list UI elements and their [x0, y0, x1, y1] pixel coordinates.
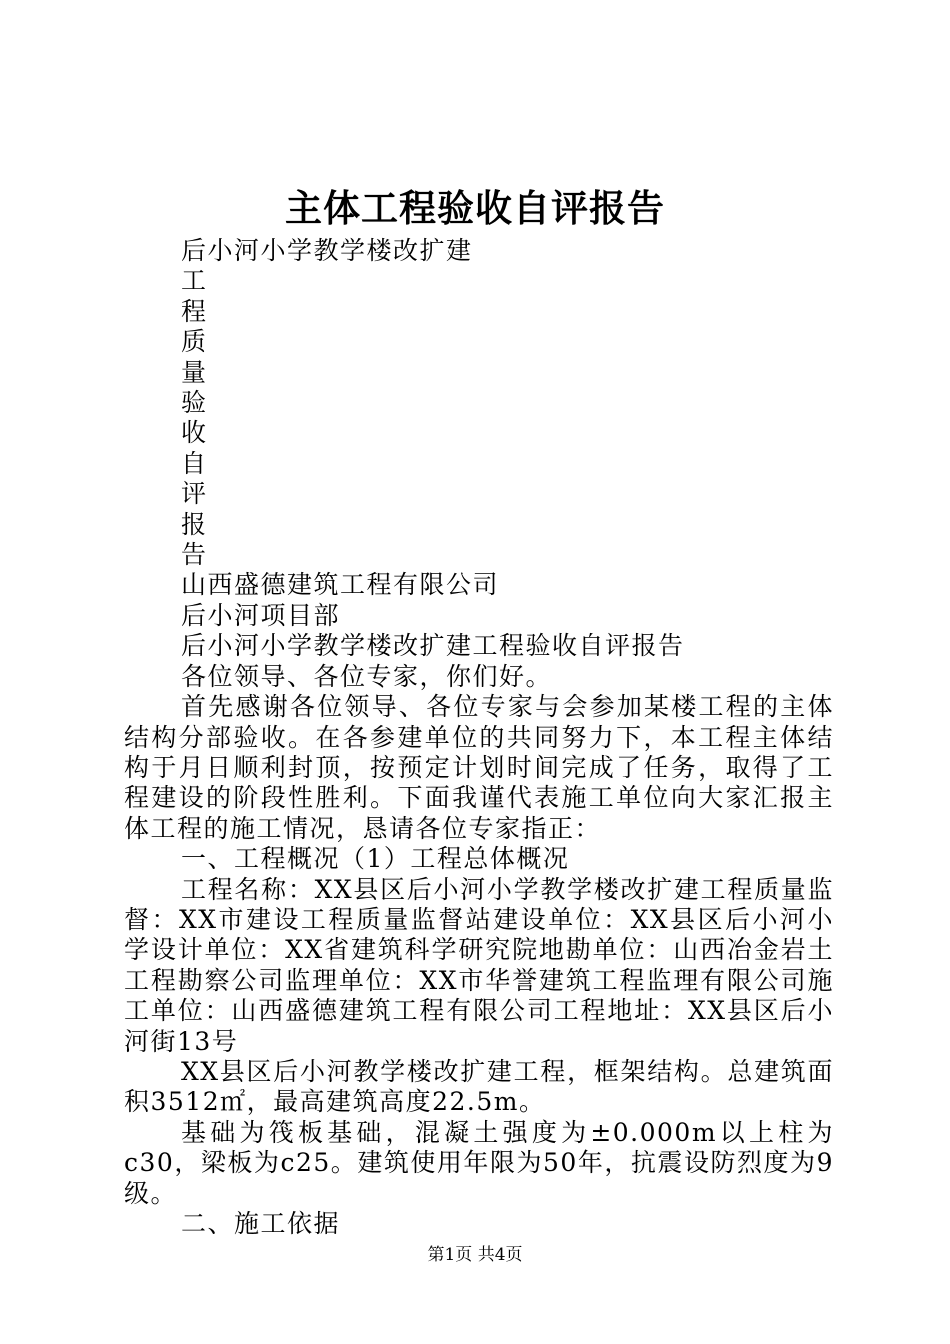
cover-char: 工	[181, 266, 208, 296]
cover-char: 程	[181, 296, 208, 326]
cover-char: 自	[181, 448, 208, 478]
cover-line-department: 后小河项目部	[181, 600, 341, 630]
paragraph-foundation: 基础为筏板基础，混凝土强度为±0.000m以上柱为c30，梁板为c25。建筑使用年限为50年，抗震设防烈度为9级。	[124, 1117, 834, 1208]
cover-line-company: 山西盛德建筑工程有限公司	[181, 570, 500, 600]
cover-line-project: 后小河小学教学楼改扩建	[181, 236, 473, 265]
report-heading: 后小河小学教学楼改扩建工程验收自评报告	[181, 631, 685, 661]
cover-char: 收	[181, 418, 208, 448]
document-body	[124, 236, 834, 1239]
cover-char: 报	[181, 509, 208, 539]
paragraph-structure: XX县区后小河教学楼改扩建工程，框架结构。总建筑面积3512㎡，最高建筑高度22.5m。	[124, 1056, 834, 1117]
cover-char: 评	[181, 479, 208, 509]
cover-char: 质	[181, 327, 208, 357]
section-heading-basis: 二、施工依据	[181, 1209, 341, 1238]
cover-char: 验	[181, 388, 208, 418]
greeting: 各位领导、各位专家，你们好。	[181, 661, 553, 691]
document-title: 主体工程验收自评报告	[285, 186, 665, 230]
cover-char: 告	[181, 540, 208, 570]
paragraph-intro: 首先感谢各位领导、各位专家与会参加某楼工程的主体结构分部验收。在各参建单位的共同努力下，本工程主体结构于月日顺利封顶，按预定计划时间完成了任务，取得了工程建设的阶段性胜利。下面我谨代表施工单位向大家汇报主体工程的施工情况，恳请各位专家指正：	[124, 692, 834, 843]
section-heading-overview: 一、工程概况（1）工程总体概况	[181, 844, 570, 874]
paragraph-project-info: 工程名称：XX县区后小河小学教学楼改扩建工程质量监督：XX市建设工程质量监督站建设单位：XX县区后小河小学设计单位：XX省建筑科学研究院地勘单位：山西冶金岩土工程勘察公司监理单位：XX市华誉建筑工程监理有限公司施工单位：山西盛德建筑工程有限公司工程地址：XX县区后小河街13号	[124, 874, 834, 1056]
page-footer: 第1页 共4页	[427, 1245, 523, 1265]
cover-char: 量	[181, 357, 208, 387]
